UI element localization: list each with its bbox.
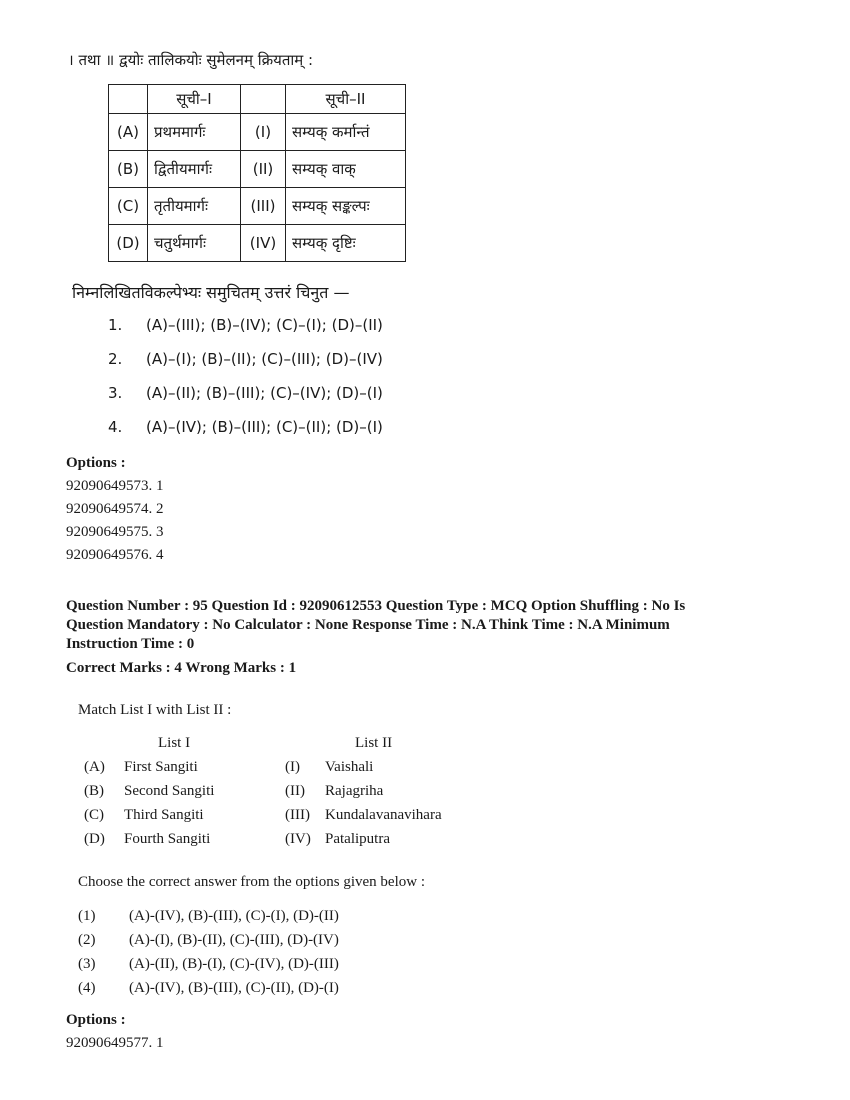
answer-choice bbox=[108, 350, 383, 368]
row-list1: द्वितीयमार्गः bbox=[148, 151, 241, 188]
row-list2: सम्यक् वाक् bbox=[286, 151, 406, 188]
choice-number: 4. bbox=[108, 418, 123, 436]
choice-number: 2. bbox=[108, 350, 123, 368]
option-item: 92090649577. 1 bbox=[66, 1035, 164, 1051]
row-list2: सम्यक् दृष्टिः bbox=[286, 225, 406, 262]
answer-choice bbox=[78, 932, 339, 949]
table-header-row bbox=[109, 85, 406, 114]
choice-text: (A)–(I); (B)–(II); (C)–(III); (D)–(IV) bbox=[146, 350, 383, 368]
row-roman: (III) bbox=[241, 188, 286, 225]
row-list1: प्रथममार्गः bbox=[148, 114, 241, 151]
list2-item bbox=[285, 759, 373, 776]
choice-number: (2) bbox=[78, 932, 96, 948]
option-item: 92090649575. 3 bbox=[66, 524, 164, 540]
list2-header: List II bbox=[355, 735, 393, 751]
list1-letter: (B) bbox=[84, 783, 104, 799]
table-row bbox=[109, 114, 406, 151]
answer-choice bbox=[78, 956, 339, 973]
list2-item bbox=[285, 807, 442, 824]
options-heading: Options : bbox=[66, 1012, 126, 1028]
choice-text: (A)-(II), (B)-(I), (C)-(IV), (D)-(III) bbox=[129, 956, 339, 972]
choice-text: (A)–(IV); (B)–(III); (C)–(II); (D)–(I) bbox=[146, 418, 383, 436]
choice-number: (3) bbox=[78, 956, 96, 972]
choice-number: (4) bbox=[78, 980, 96, 996]
answer-choice bbox=[108, 316, 383, 334]
table-header-cell bbox=[241, 85, 286, 114]
sanskrit-instruction: निम्नलिखितविकल्पेभ्यः समुचितम् उत्तरं चिनुत — bbox=[72, 283, 350, 302]
row-roman: (I) bbox=[241, 114, 286, 151]
list1-letter: (A) bbox=[84, 759, 105, 775]
choice-number: 1. bbox=[108, 316, 123, 334]
row-roman: (II) bbox=[241, 151, 286, 188]
sanskrit-match-table bbox=[108, 84, 406, 262]
choice-number: 3. bbox=[108, 384, 123, 402]
choice-number: (1) bbox=[78, 908, 96, 924]
list2-roman: (III) bbox=[285, 807, 310, 823]
list2-text: Pataliputra bbox=[325, 831, 390, 847]
question-meta-line: Instruction Time : 0 bbox=[66, 636, 195, 652]
list1-item bbox=[84, 783, 214, 800]
option-item: 92090649574. 2 bbox=[66, 501, 164, 517]
list1-text: Third Sangiti bbox=[124, 807, 204, 823]
row-letter: (C) bbox=[109, 188, 148, 225]
table-header-list2: सूची–II bbox=[286, 85, 406, 114]
answer-choice bbox=[78, 980, 339, 997]
answer-choice bbox=[108, 418, 383, 436]
list2-roman: (II) bbox=[285, 783, 305, 799]
list1-item bbox=[84, 759, 198, 776]
sanskrit-question-intro: । तथा ॥ द्वयोः तालिकयोः सुमेलनम् क्रियताम् : bbox=[68, 51, 314, 69]
list1-header: List I bbox=[158, 735, 191, 751]
list1-text: Fourth Sangiti bbox=[124, 831, 211, 847]
answer-choice bbox=[108, 384, 383, 402]
question-meta-line: Question Number : 95 Question Id : 92090612553 Question Type : MCQ Option Shuffling : No Is bbox=[66, 598, 686, 614]
row-letter: (A) bbox=[109, 114, 148, 151]
table-row bbox=[109, 151, 406, 188]
options-heading: Options : bbox=[66, 455, 126, 471]
list2-roman: (IV) bbox=[285, 831, 311, 847]
row-letter: (D) bbox=[109, 225, 148, 262]
table-row bbox=[109, 225, 406, 262]
choice-text: (A)-(I), (B)-(II), (C)-(III), (D)-(IV) bbox=[129, 932, 339, 948]
row-letter: (B) bbox=[109, 151, 148, 188]
english-question-prompt: Match List I with List II : bbox=[78, 702, 232, 718]
table-header-cell bbox=[109, 85, 148, 114]
choice-text: (A)-(IV), (B)-(III), (C)-(I), (D)-(II) bbox=[129, 908, 339, 924]
list2-text: Kundalavanavihara bbox=[325, 807, 442, 823]
marks-line: Correct Marks : 4 Wrong Marks : 1 bbox=[66, 660, 297, 676]
choice-text: (A)–(III); (B)–(IV); (C)–(I); (D)–(II) bbox=[146, 316, 383, 334]
list2-roman: (I) bbox=[285, 759, 300, 775]
row-list2: सम्यक् कर्मान्तं bbox=[286, 114, 406, 151]
row-list2: सम्यक् सङ्कल्पः bbox=[286, 188, 406, 225]
list2-text: Vaishali bbox=[325, 759, 374, 775]
option-item: 92090649573. 1 bbox=[66, 478, 164, 494]
list2-item bbox=[285, 783, 383, 800]
english-instruction: Choose the correct answer from the options given below : bbox=[78, 874, 425, 890]
list1-text: Second Sangiti bbox=[124, 783, 215, 799]
list2-item bbox=[285, 831, 390, 848]
table-row bbox=[109, 188, 406, 225]
list1-item bbox=[84, 807, 204, 824]
question-meta-line: Question Mandatory : No Calculator : None Response Time : N.A Think Time : N.A Minimum bbox=[66, 617, 670, 633]
table-header-list1: सूची–I bbox=[148, 85, 241, 114]
list2-text: Rajagriha bbox=[325, 783, 384, 799]
list1-text: First Sangiti bbox=[124, 759, 198, 775]
answer-choice bbox=[78, 908, 339, 925]
option-item: 92090649576. 4 bbox=[66, 547, 164, 563]
row-list1: तृतीयमार्गः bbox=[148, 188, 241, 225]
choice-text: (A)-(IV), (B)-(III), (C)-(II), (D)-(I) bbox=[129, 980, 339, 996]
row-roman: (IV) bbox=[241, 225, 286, 262]
row-list1: चतुर्थमार्गः bbox=[148, 225, 241, 262]
list1-item bbox=[84, 831, 210, 848]
choice-text: (A)–(II); (B)–(III); (C)–(IV); (D)–(I) bbox=[146, 384, 383, 402]
list1-letter: (C) bbox=[84, 807, 104, 823]
list1-letter: (D) bbox=[84, 831, 105, 847]
